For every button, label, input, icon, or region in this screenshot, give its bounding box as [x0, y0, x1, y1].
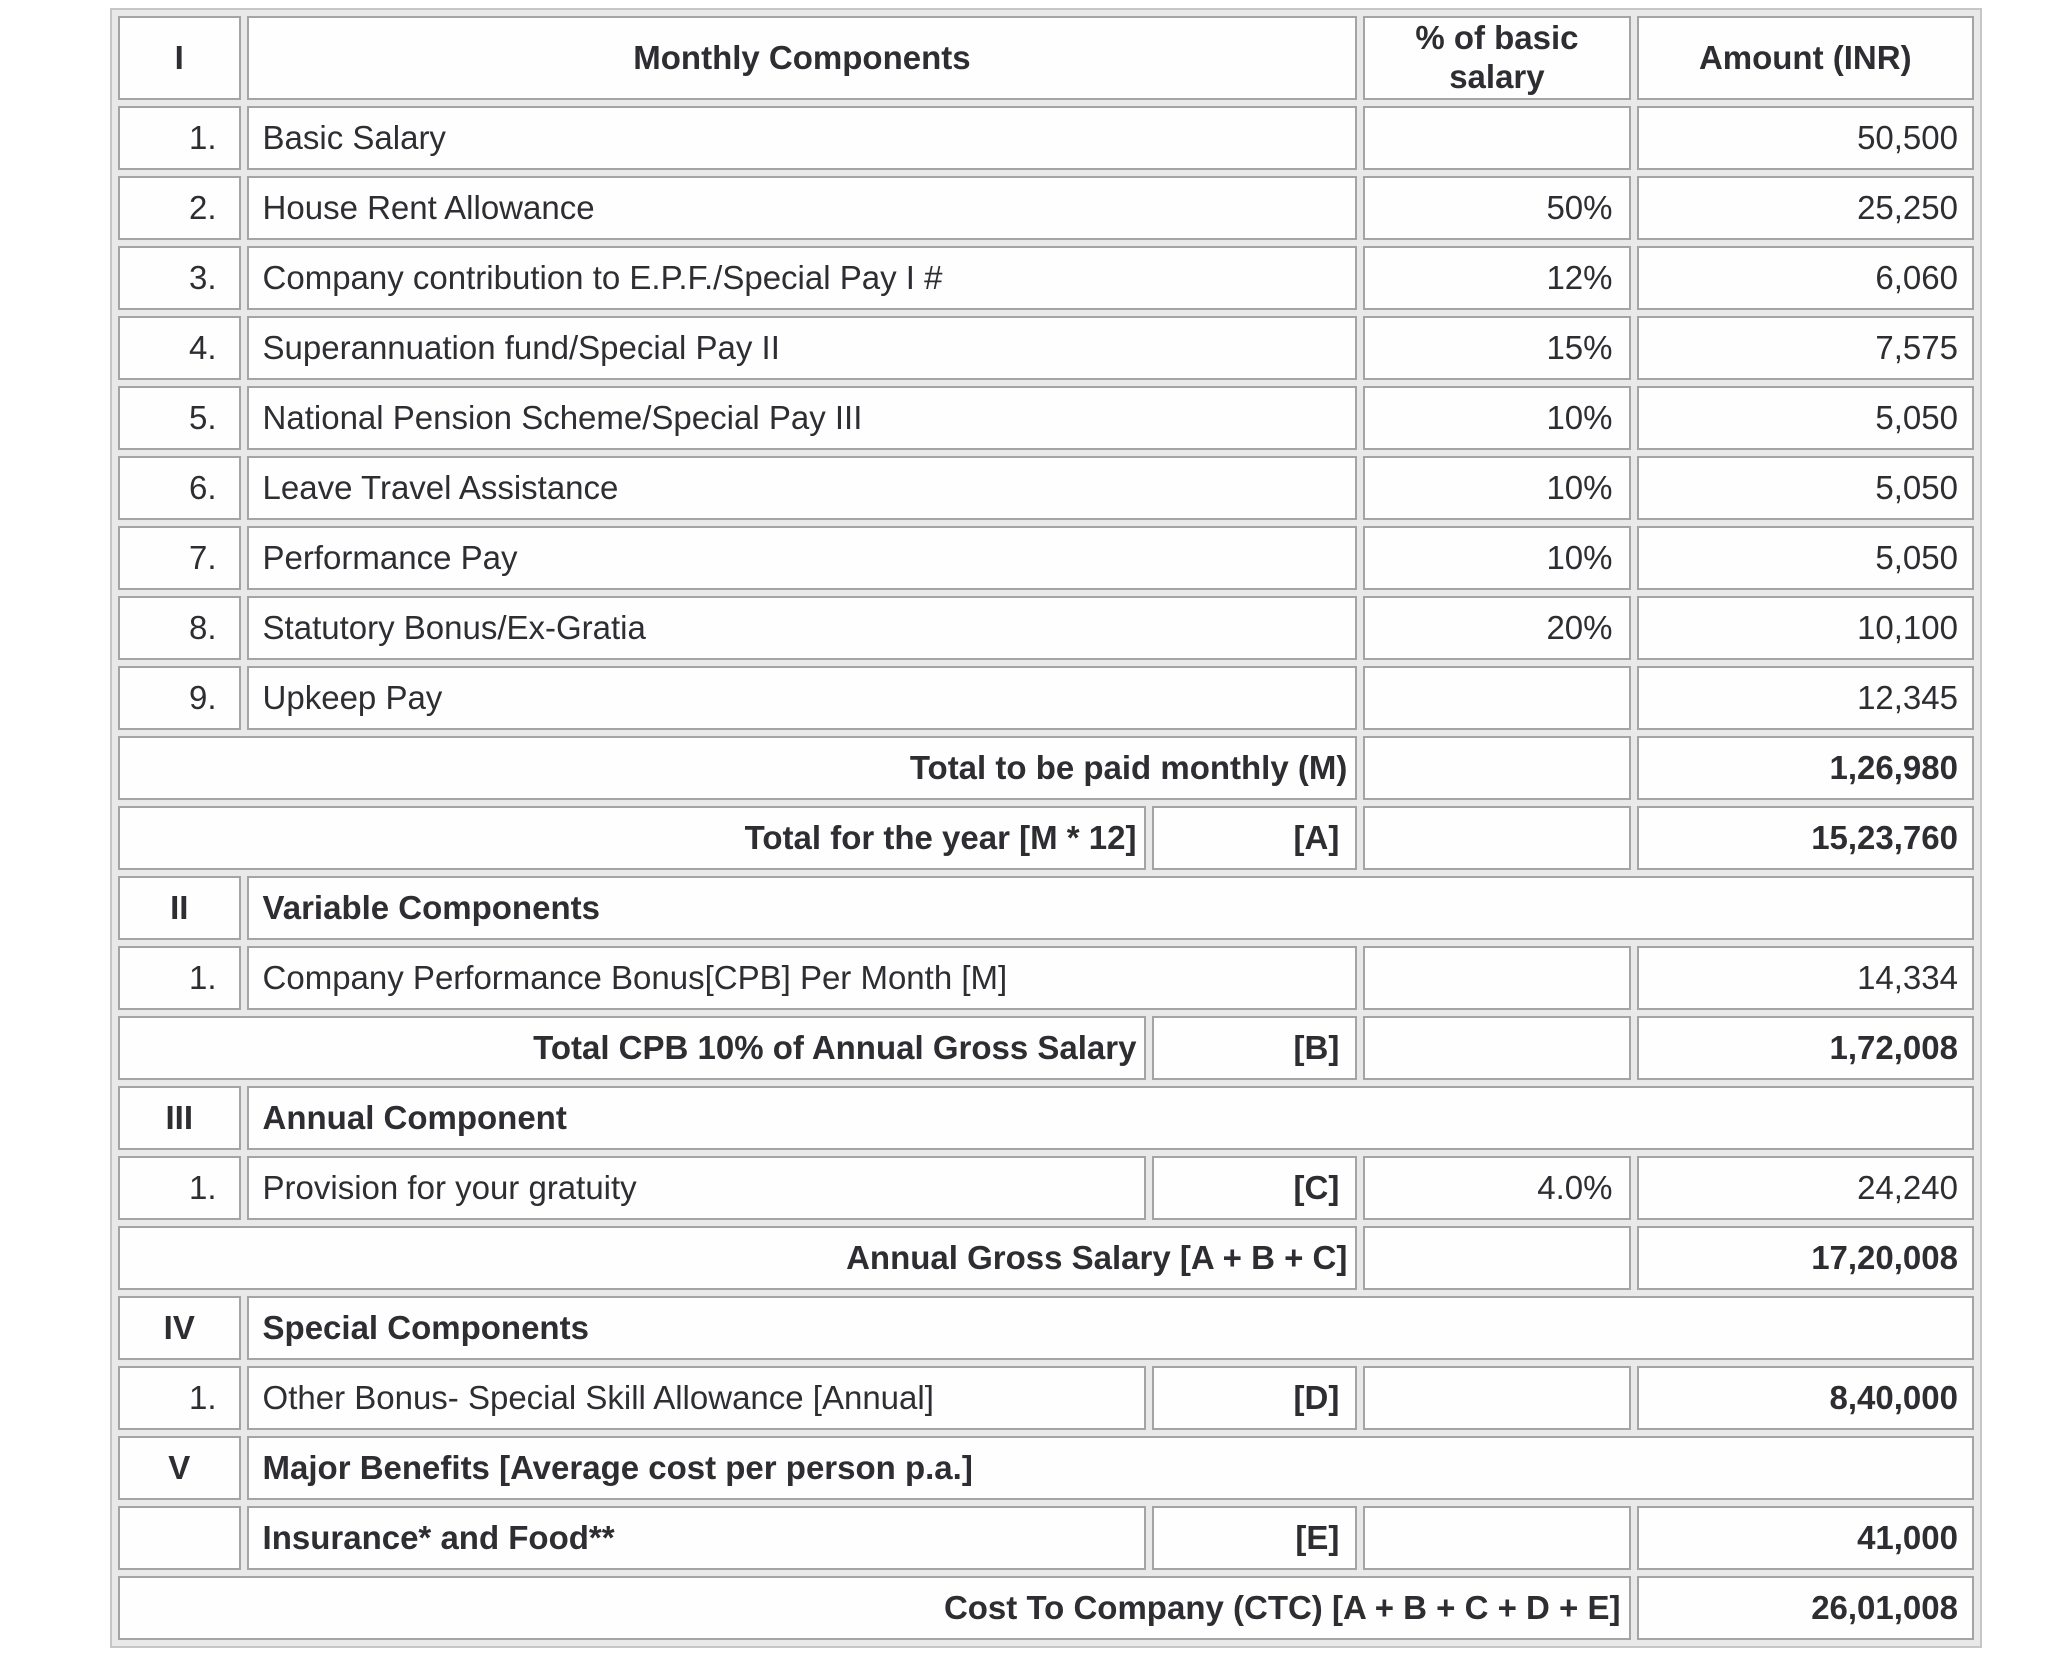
cell-component: Leave Travel Assistance	[247, 456, 1358, 520]
cell-total-label: Total CPB 10% of Annual Gross Salary	[118, 1016, 1146, 1080]
row-other-bonus	[118, 1366, 1974, 1430]
cell-percent: 15%	[1363, 316, 1630, 380]
cell-amount: 1,26,980	[1637, 736, 1975, 800]
row-superannuation-fund	[118, 316, 1974, 380]
cell-component: Insurance* and Food**	[247, 1506, 1147, 1570]
cell-total-label: Annual Gross Salary [A + B + C]	[118, 1226, 1357, 1290]
cell-section-numeral: II	[118, 876, 241, 940]
cell-percent: 10%	[1363, 526, 1630, 590]
cell-percent-empty	[1363, 1506, 1630, 1570]
row-total-year	[118, 806, 1974, 870]
row-section-annual	[118, 1086, 1974, 1150]
cell-serial: 9.	[118, 666, 241, 730]
cell-serial-empty	[118, 1506, 241, 1570]
cell-amount: 10,100	[1637, 596, 1975, 660]
cell-amount: 8,40,000	[1637, 1366, 1975, 1430]
cell-amount: 17,20,008	[1637, 1226, 1975, 1290]
cell-ref-b: [B]	[1152, 1016, 1357, 1080]
cell-section-numeral: III	[118, 1086, 241, 1150]
cell-component: Company Performance Bonus[CPB] Per Month [M]	[247, 946, 1358, 1010]
row-section-variable	[118, 876, 1974, 940]
row-total-monthly	[118, 736, 1974, 800]
cell-component: Performance Pay	[247, 526, 1358, 590]
cell-component: Upkeep Pay	[247, 666, 1358, 730]
row-epf-contribution	[118, 246, 1974, 310]
row-insurance-food	[118, 1506, 1974, 1570]
cell-serial: 1.	[118, 106, 241, 170]
cell-total-label: Total for the year [M * 12]	[118, 806, 1146, 870]
cell-percent: 50%	[1363, 176, 1630, 240]
row-total-cpb	[118, 1016, 1974, 1080]
row-section-benefits	[118, 1436, 1974, 1500]
cell-component: Company contribution to E.P.F./Special Pay I #	[247, 246, 1358, 310]
cell-serial: 3.	[118, 246, 241, 310]
cell-percent	[1363, 666, 1630, 730]
cell-amount: 41,000	[1637, 1506, 1975, 1570]
cell-percent: 4.0%	[1363, 1156, 1630, 1220]
cell-section-title: Major Benefits [Average cost per person p.a.]	[247, 1436, 1974, 1500]
header-components: Monthly Components	[247, 16, 1358, 100]
header-index: I	[118, 16, 241, 100]
row-national-pension-scheme	[118, 386, 1974, 450]
cell-serial: 1.	[118, 1156, 241, 1220]
cell-total-label: Cost To Company (CTC) [A + B + C + D + E]	[118, 1576, 1631, 1640]
cell-serial: 1.	[118, 946, 241, 1010]
cell-component: Provision for your gratuity	[247, 1156, 1147, 1220]
cell-serial: 1.	[118, 1366, 241, 1430]
cell-percent: 20%	[1363, 596, 1630, 660]
cell-percent: 10%	[1363, 456, 1630, 520]
cell-section-numeral: V	[118, 1436, 241, 1500]
row-leave-travel-assistance	[118, 456, 1974, 520]
cell-percent-empty	[1363, 1016, 1630, 1080]
row-ctc	[118, 1576, 1974, 1640]
cell-serial: 5.	[118, 386, 241, 450]
row-statutory-bonus	[118, 596, 1974, 660]
cell-amount: 26,01,008	[1637, 1576, 1975, 1640]
cell-amount: 7,575	[1637, 316, 1975, 380]
cell-section-title: Variable Components	[247, 876, 1974, 940]
cell-component: Other Bonus- Special Skill Allowance [Annual]	[247, 1366, 1147, 1430]
cell-amount: 14,334	[1637, 946, 1975, 1010]
cell-component: Statutory Bonus/Ex-Gratia	[247, 596, 1358, 660]
row-upkeep-pay	[118, 666, 1974, 730]
salary-structure-table	[110, 8, 1982, 1648]
row-company-performance-bonus	[118, 946, 1974, 1010]
cell-amount: 12,345	[1637, 666, 1975, 730]
cell-percent-empty	[1363, 1366, 1630, 1430]
cell-amount: 50,500	[1637, 106, 1975, 170]
cell-amount: 5,050	[1637, 456, 1975, 520]
header-percent: % of basic salary	[1363, 16, 1630, 100]
cell-component: Basic Salary	[247, 106, 1358, 170]
cell-amount: 25,250	[1637, 176, 1975, 240]
row-house-rent-allowance	[118, 176, 1974, 240]
cell-percent-empty	[1363, 1226, 1630, 1290]
row-performance-pay	[118, 526, 1974, 590]
cell-amount: 5,050	[1637, 526, 1975, 590]
cell-ref-e: [E]	[1152, 1506, 1357, 1570]
header-row	[118, 16, 1974, 100]
cell-serial: 7.	[118, 526, 241, 590]
cell-amount: 5,050	[1637, 386, 1975, 450]
cell-component: Superannuation fund/Special Pay II	[247, 316, 1358, 380]
cell-percent-empty	[1363, 806, 1630, 870]
cell-serial: 8.	[118, 596, 241, 660]
cell-total-label: Total to be paid monthly (M)	[118, 736, 1357, 800]
cell-ref-c: [C]	[1152, 1156, 1357, 1220]
header-amount: Amount (INR)	[1637, 16, 1975, 100]
cell-component: House Rent Allowance	[247, 176, 1358, 240]
cell-component: National Pension Scheme/Special Pay III	[247, 386, 1358, 450]
cell-ref-d: [D]	[1152, 1366, 1357, 1430]
cell-percent	[1363, 106, 1630, 170]
row-section-special	[118, 1296, 1974, 1360]
cell-percent-empty	[1363, 946, 1630, 1010]
row-basic-salary	[118, 106, 1974, 170]
cell-percent-empty	[1363, 736, 1630, 800]
cell-percent: 12%	[1363, 246, 1630, 310]
cell-section-title: Annual Component	[247, 1086, 1974, 1150]
cell-serial: 4.	[118, 316, 241, 380]
cell-serial: 2.	[118, 176, 241, 240]
cell-section-numeral: IV	[118, 1296, 241, 1360]
cell-amount: 1,72,008	[1637, 1016, 1975, 1080]
cell-amount: 24,240	[1637, 1156, 1975, 1220]
cell-percent: 10%	[1363, 386, 1630, 450]
cell-section-title: Special Components	[247, 1296, 1974, 1360]
cell-ref-a: [A]	[1152, 806, 1357, 870]
row-gratuity	[118, 1156, 1974, 1220]
cell-amount: 15,23,760	[1637, 806, 1975, 870]
cell-amount: 6,060	[1637, 246, 1975, 310]
row-annual-gross-salary	[118, 1226, 1974, 1290]
cell-serial: 6.	[118, 456, 241, 520]
